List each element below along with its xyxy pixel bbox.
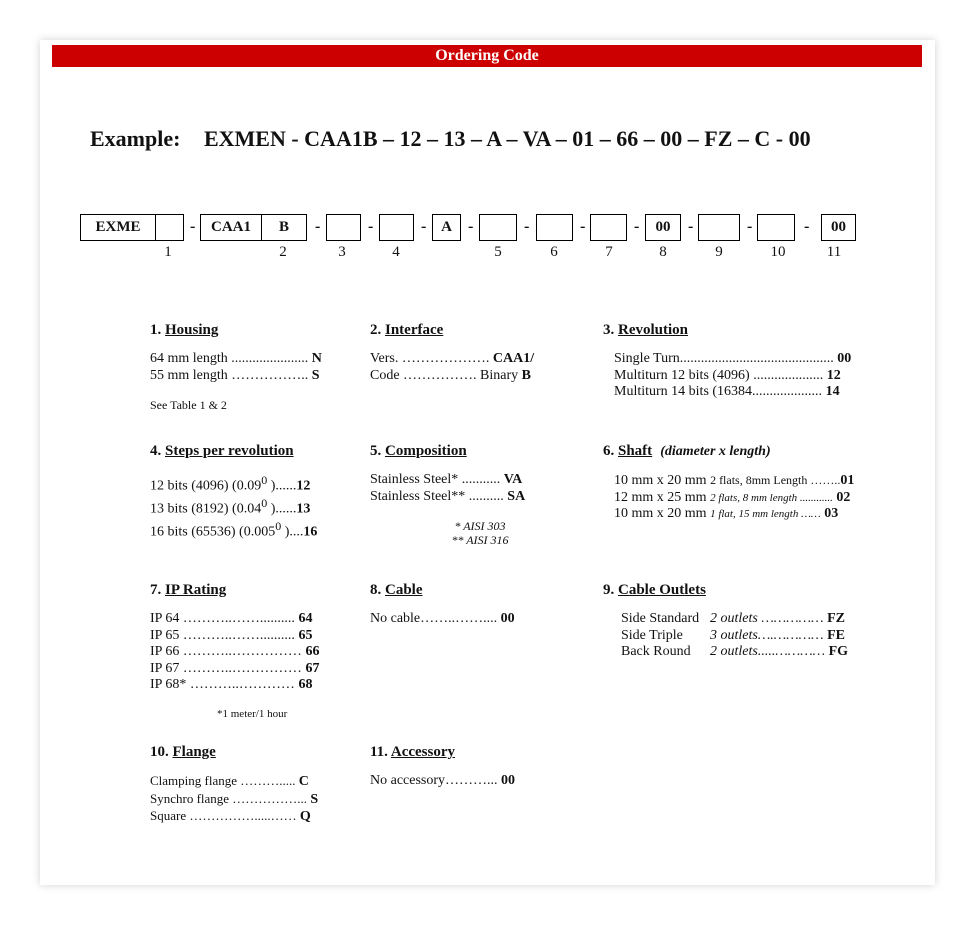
option-row: Stainless Steel** .......... SA bbox=[370, 488, 526, 504]
code-box-4 bbox=[379, 214, 414, 241]
code-dash: - bbox=[524, 218, 530, 235]
option-row: 64 mm length ...................... N bbox=[150, 351, 322, 366]
ordering-code-banner: Ordering Code bbox=[52, 45, 922, 67]
section-title: 6. Shaft (diameter x length) bbox=[603, 443, 771, 459]
option-row: 12 mm x 25 mm 2 flats, 8 mm length ............ 02 bbox=[614, 489, 851, 505]
code-box-2: B bbox=[261, 214, 307, 241]
section-title: 2. Interface bbox=[370, 322, 444, 338]
code-box-7 bbox=[590, 214, 627, 241]
option-row: Vers. ………………. CAA1/ bbox=[370, 351, 535, 366]
code-box-caa1: CAA1 bbox=[200, 214, 262, 241]
option-row: IP 65 ………..…….......... 65 bbox=[150, 627, 313, 643]
position-number: 11 bbox=[826, 244, 842, 260]
option-row: Stainless Steel* ........... VA bbox=[370, 472, 523, 487]
option-row: Back Round 2 outlets.....………… FG bbox=[621, 644, 849, 659]
position-number: 9 bbox=[715, 244, 723, 260]
section-title: 9. Cable Outlets bbox=[603, 582, 706, 598]
option-row: Side Standard 2 outlets …………… FZ bbox=[621, 611, 845, 626]
code-box-8: 00 bbox=[645, 214, 681, 241]
code-box-11: 00 bbox=[821, 214, 856, 241]
section-title: 8. Cable bbox=[370, 582, 423, 598]
code-dash: - bbox=[747, 218, 753, 235]
option-row: Square …………….....…… Q bbox=[150, 808, 311, 824]
composition-notes: * AISI 303 ** AISI 316 bbox=[451, 519, 509, 547]
code-box-exme: EXME bbox=[80, 214, 156, 241]
option-row: 13 bits (8192) (0.04$^0$ )......13 bbox=[150, 496, 311, 517]
section-flange bbox=[150, 744, 318, 826]
position-number: 8 bbox=[659, 244, 667, 260]
section-title: 5. Composition bbox=[370, 443, 467, 459]
position-number: 2 bbox=[279, 244, 287, 260]
code-dash: - bbox=[190, 218, 196, 235]
section-composition bbox=[370, 443, 588, 547]
option-row: 10 mm x 20 mm 2 flats, 8mm Length ……..01 bbox=[614, 473, 855, 488]
position-number: 1 bbox=[164, 244, 172, 260]
option-row: Clamping flange ………..... C bbox=[150, 773, 309, 789]
section-accessory bbox=[370, 744, 515, 790]
section-housing bbox=[150, 322, 322, 413]
position-number: 3 bbox=[338, 244, 346, 260]
code-dash: - bbox=[468, 218, 474, 235]
option-row: 16 bits (65536) (0.005$^0$ )....16 bbox=[150, 519, 318, 540]
option-row: IP 66 ………..…………… 66 bbox=[150, 644, 320, 659]
example-label: Example: bbox=[90, 126, 181, 151]
code-box-5 bbox=[479, 214, 517, 241]
option-row: Synchro flange ……………... S bbox=[150, 790, 319, 807]
option-row: No cable……..…….... 00 bbox=[370, 611, 515, 626]
option-row: Single Turn............................................ 00 bbox=[614, 351, 852, 366]
code-dash: - bbox=[634, 218, 640, 235]
section-title: 4. Steps per revolution bbox=[150, 443, 294, 459]
position-number: 6 bbox=[550, 244, 558, 260]
code-box-3 bbox=[326, 214, 361, 241]
code-box-10 bbox=[757, 214, 795, 241]
section-shaft bbox=[603, 443, 854, 523]
option-row: Multiturn 14 bits (16384.................... 14 bbox=[614, 384, 840, 399]
option-row: 55 mm length …………….. S bbox=[150, 367, 320, 383]
code-box-9 bbox=[698, 214, 740, 241]
section-cable-outlets bbox=[603, 582, 848, 661]
section-title: 3. Revolution bbox=[603, 322, 689, 338]
example-code: EXMEN - CAA1B – 12 – 13 – A – VA – 01 – 66 – 00 – FZ – C - 00 bbox=[203, 126, 811, 151]
code-dash: - bbox=[804, 218, 810, 235]
section-ip-rating bbox=[150, 582, 319, 720]
option-row: IP 64 ………..…….......... 64 bbox=[150, 611, 313, 626]
option-row: IP 68* ………..………… 68 bbox=[150, 677, 313, 692]
option-row: Code ……………. Binary B bbox=[370, 367, 531, 383]
section-cable bbox=[370, 582, 515, 628]
section-note: *1 meter/1 hour bbox=[217, 707, 288, 720]
code-box-a: A bbox=[432, 214, 461, 241]
section-title: 1. Housing bbox=[150, 322, 219, 338]
code-dash: - bbox=[580, 218, 586, 235]
code-dash: - bbox=[368, 218, 374, 235]
position-number: 5 bbox=[494, 244, 502, 260]
position-number: 10 bbox=[770, 244, 786, 260]
code-box-1 bbox=[155, 214, 184, 241]
option-row: Multiturn 12 bits (4096) .................... 12 bbox=[614, 367, 841, 383]
position-number: 7 bbox=[605, 244, 613, 260]
code-dash: - bbox=[315, 218, 321, 235]
section-revolution bbox=[603, 322, 851, 401]
section-title: 11. Accessory bbox=[370, 744, 456, 760]
option-row: 10 mm x 20 mm 1 flat, 15 mm length …… 03 bbox=[614, 506, 839, 521]
code-box-6 bbox=[536, 214, 573, 241]
position-number: 4 bbox=[392, 244, 400, 260]
option-row: IP 67 ………..…………… 67 bbox=[150, 660, 320, 676]
section-note: See Table 1 & 2 bbox=[150, 398, 227, 412]
option-row: Side Triple 3 outlets….………… FE bbox=[621, 627, 845, 643]
section-title: 7. IP Rating bbox=[150, 582, 227, 598]
section-interface bbox=[370, 322, 534, 384]
code-dash: - bbox=[688, 218, 694, 235]
section-steps-per-revolution bbox=[150, 443, 317, 541]
section-title: 10. Flange bbox=[150, 744, 216, 760]
option-row: No accessory………... 00 bbox=[370, 773, 516, 788]
option-row: 12 bits (4096) (0.09$^0$ )......12 bbox=[150, 473, 311, 494]
example-line bbox=[90, 126, 811, 152]
code-dash: - bbox=[421, 218, 427, 235]
